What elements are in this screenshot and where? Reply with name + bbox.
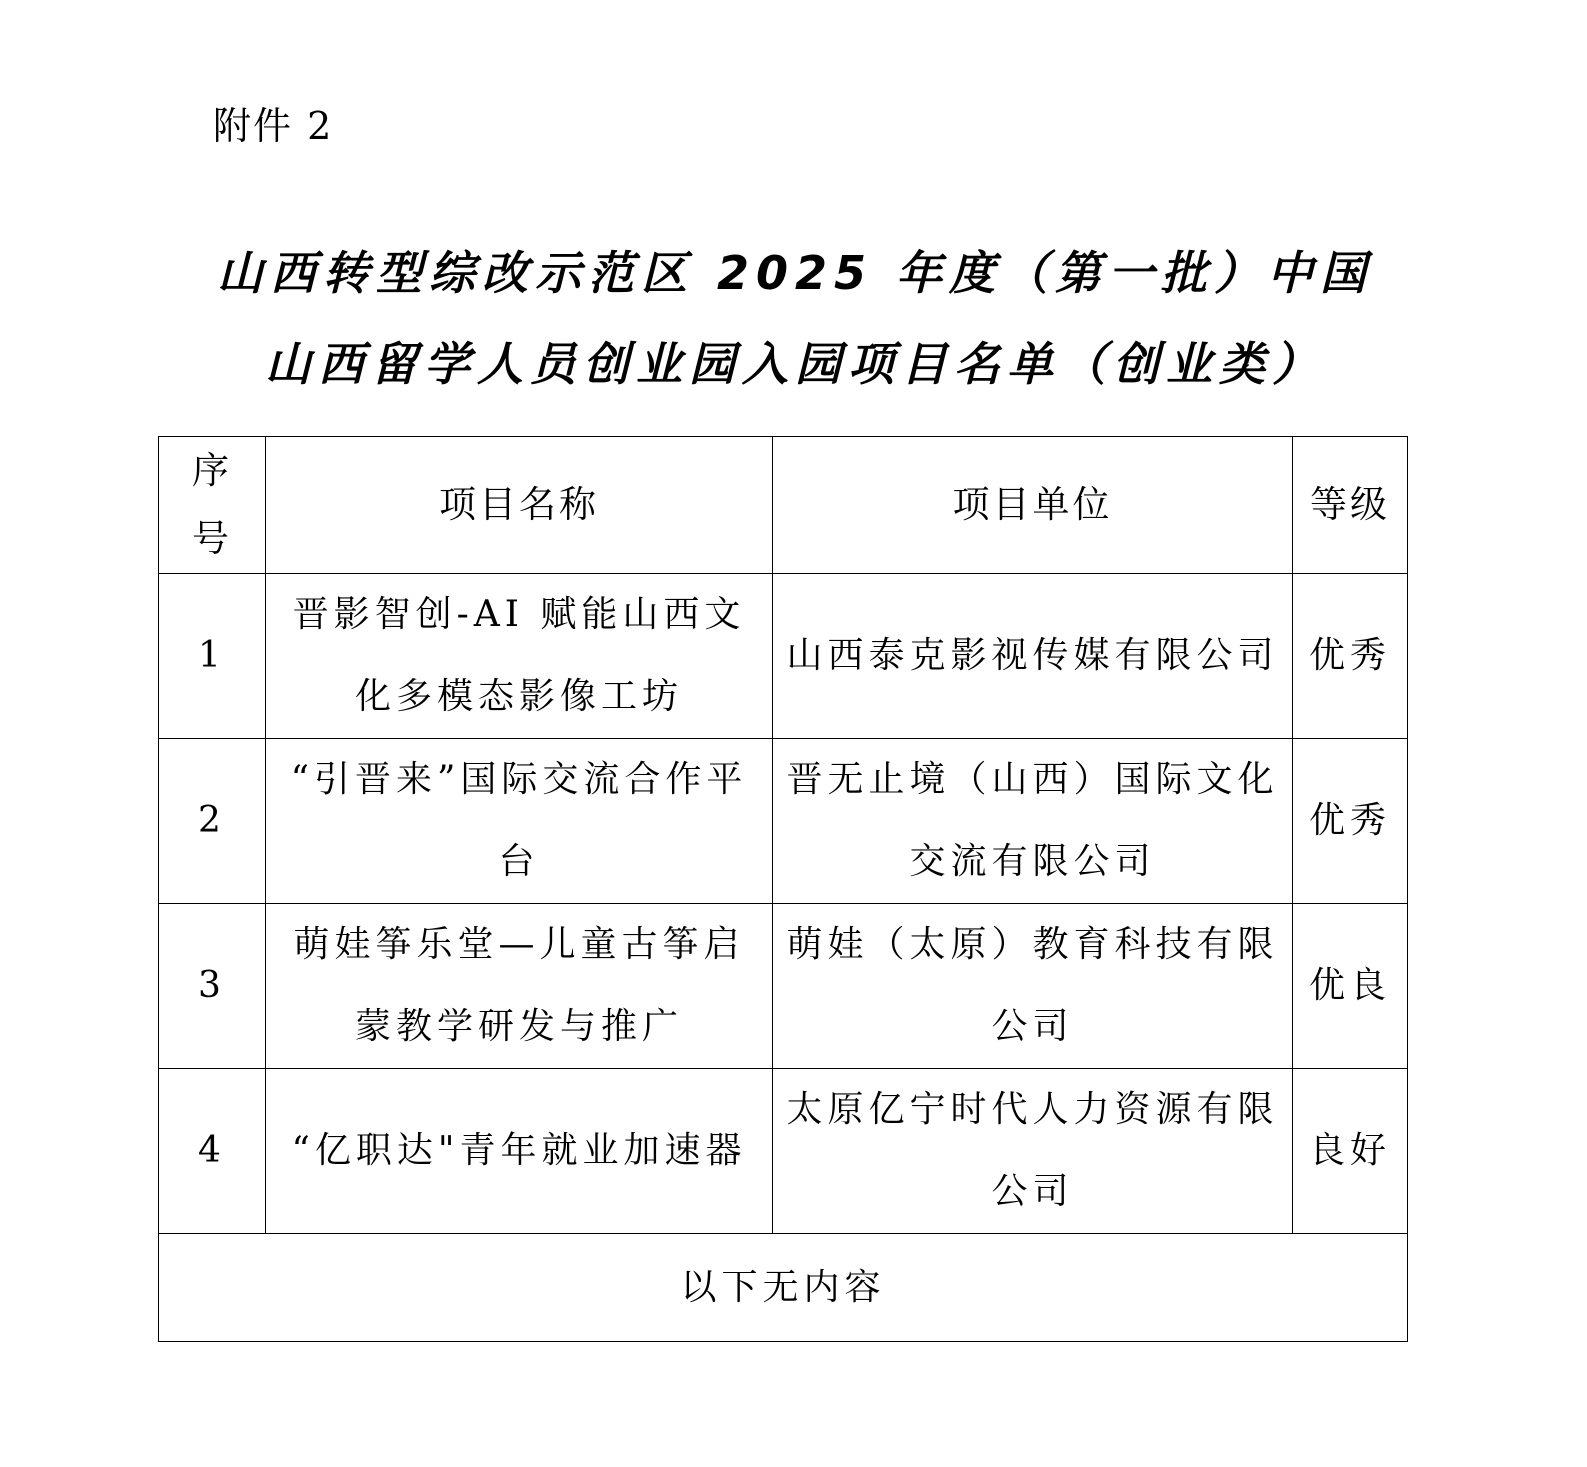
header-project-name: 项目名称 bbox=[266, 437, 773, 574]
table-row bbox=[159, 1069, 1408, 1234]
table-footer-note: 以下无内容 bbox=[159, 1234, 1408, 1342]
document-title-line-1: 山西转型综改示范区 2025 年度（第一批）中国 bbox=[216, 246, 1374, 300]
row-seq: 3 bbox=[159, 904, 266, 1069]
table-footer-row bbox=[159, 1234, 1408, 1342]
row-project-unit: 山西泰克影视传媒有限公司 bbox=[773, 574, 1293, 739]
row-grade: 优秀 bbox=[1293, 574, 1408, 739]
table-row bbox=[159, 739, 1408, 904]
table-row bbox=[159, 574, 1408, 739]
row-project-unit: 太原亿宁时代人力资源有限公司 bbox=[773, 1069, 1293, 1234]
row-project-name: “引晋来”国际交流合作平台 bbox=[266, 739, 773, 904]
row-grade: 优秀 bbox=[1293, 739, 1408, 904]
row-project-unit: 萌娃（太原）教育科技有限公司 bbox=[773, 904, 1293, 1069]
table-row bbox=[159, 904, 1408, 1069]
document-title-line-2: 山西留学人员创业园入园项目名单（创业类） bbox=[265, 337, 1325, 391]
row-project-name: 萌娃筝乐堂—儿童古筝启蒙教学研发与推广 bbox=[266, 904, 773, 1069]
project-list-table bbox=[158, 436, 1408, 1342]
row-project-unit: 晋无止境（山西）国际文化交流有限公司 bbox=[773, 739, 1293, 904]
row-project-name: “亿职达"青年就业加速器 bbox=[266, 1069, 773, 1234]
header-grade: 等级 bbox=[1293, 437, 1408, 574]
header-seq: 序号 bbox=[159, 437, 266, 574]
row-grade: 良好 bbox=[1293, 1069, 1408, 1234]
attachment-label: 附件 2 bbox=[213, 104, 334, 148]
row-seq: 4 bbox=[159, 1069, 266, 1234]
row-seq: 1 bbox=[159, 574, 266, 739]
row-grade: 优良 bbox=[1293, 904, 1408, 1069]
row-seq: 2 bbox=[159, 739, 266, 904]
row-project-name: 晋影智创-AI 赋能山西文化多模态影像工坊 bbox=[266, 574, 773, 739]
table-header-row bbox=[159, 437, 1408, 574]
header-project-unit: 项目单位 bbox=[773, 437, 1293, 574]
